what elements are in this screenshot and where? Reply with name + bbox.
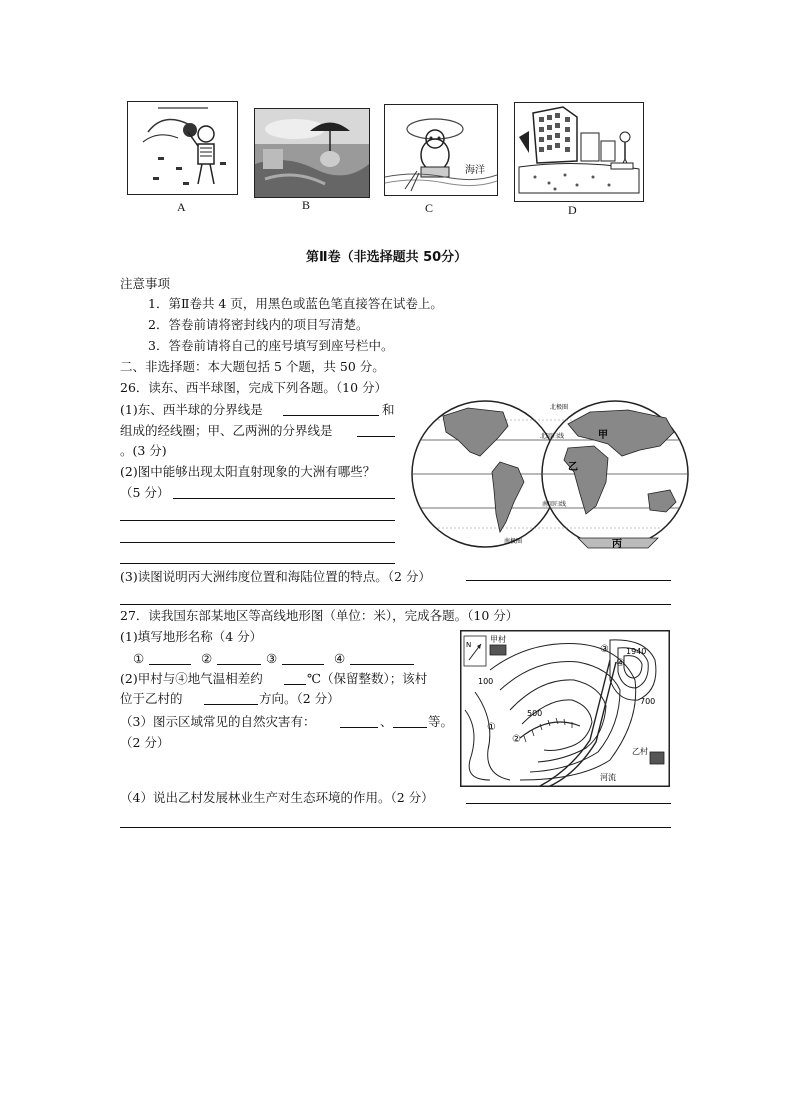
caption-a: A: [177, 200, 186, 214]
marker-4: ④: [616, 658, 625, 669]
contour-700: 700: [640, 697, 656, 706]
q27-blank-4[interactable]: [350, 664, 414, 665]
q26-p1-d: 。(3 分): [120, 443, 167, 458]
q26-p2-b: （5 分）: [120, 485, 170, 500]
picture-c: [384, 104, 498, 196]
q26-stem: 26．读东、西半球图，完成下列各题。（10 分）: [120, 380, 388, 395]
q27-p3-d: （2 分）: [120, 735, 170, 750]
q27-blank-1[interactable]: [149, 664, 191, 665]
q27-p3-c: 等。: [428, 714, 454, 729]
q27-p3-b: 、: [380, 714, 393, 729]
section-title: 第Ⅱ卷（非选择题共 50分）: [306, 250, 468, 265]
q27-p2-d: 方向。（2 分）: [259, 691, 340, 706]
map-label-bing: 丙: [612, 539, 622, 550]
map-label-jia: 甲: [598, 430, 608, 441]
q27-blank-label-4: ④: [334, 651, 346, 666]
picture-c-label: 海洋: [465, 165, 485, 176]
picture-c-illustration: [385, 105, 497, 195]
map-label-tropic-n: 北回归线: [540, 433, 565, 440]
q27-p2-b: ℃（保留整数）；该村: [307, 671, 428, 686]
q26-blank-2[interactable]: [357, 436, 395, 437]
contour-map: [460, 630, 670, 787]
contour-500: 500: [527, 709, 543, 718]
picture-d-illustration: [515, 103, 643, 201]
hemispheres-map: [408, 398, 691, 552]
q27-p2-blank-1[interactable]: [284, 684, 306, 685]
village-jia-label: 甲村: [490, 635, 506, 644]
q26-answer-line-4[interactable]: [120, 563, 395, 564]
q27-p3-a: （3）图示区域常见的自然灾害有：: [120, 714, 316, 729]
notice-heading: 注意事项: [120, 276, 171, 291]
q27-p3-blank-1[interactable]: [340, 727, 378, 728]
q27-p3-blank-2[interactable]: [393, 727, 427, 728]
river-label: 河流: [600, 773, 616, 782]
marker-2: ②: [512, 734, 521, 745]
picture-a: [127, 101, 238, 195]
marker-1: ①: [487, 722, 496, 733]
q26-p1-c: 组成的经线圈；甲、乙两洲的分界线是: [120, 423, 333, 438]
contour-100: 100: [478, 677, 494, 686]
q27-p2-blank-2[interactable]: [204, 704, 258, 705]
picture-b: [254, 108, 370, 198]
q27-stem: 27．读我国东部某地区等高线地形图（单位：米），完成各题。（10 分）: [120, 608, 519, 623]
q26-p3: (3)读图说明丙大洲纬度位置和海陆位置的特点。（2 分）: [120, 569, 431, 584]
q27-blank-2[interactable]: [217, 664, 261, 665]
q27-p4-line-1[interactable]: [466, 803, 671, 804]
q27-p4-line-2[interactable]: [120, 827, 671, 828]
caption-c: C: [425, 201, 434, 215]
caption-b: B: [302, 198, 311, 212]
village-yi-label: 乙村: [632, 747, 648, 756]
q26-answer-line-1[interactable]: [173, 498, 395, 499]
notice-item-2: 2．答卷前请将密封线内的项目写清楚。: [148, 317, 369, 332]
q26-p3-line-1[interactable]: [466, 580, 671, 581]
picture-a-illustration: [128, 102, 237, 194]
q26-answer-line-2[interactable]: [120, 520, 395, 521]
q26-blank-1[interactable]: [283, 415, 379, 416]
picture-d: [514, 102, 644, 202]
map-label-tropic-s: 南回归线: [542, 501, 567, 508]
q27-blank-label-3: ③: [266, 651, 278, 666]
map-label-arctic: 北极圈: [550, 404, 569, 411]
q26-p2-a: (2)图中能够出现太阳直射现象的大洲有哪些？: [120, 464, 376, 479]
map-label-antarctic: 南极圈: [504, 538, 523, 545]
q26-p3-line-2[interactable]: [120, 604, 671, 605]
q27-p4: （4）说出乙村发展林业生产对生态环境的作用。（2 分）: [120, 790, 434, 805]
q26-answer-line-3[interactable]: [120, 542, 395, 543]
q27-blank-label-2: ②: [201, 651, 213, 666]
notice-item-3: 3．答卷前请将自己的座号填写到座号栏中。: [148, 338, 394, 353]
north-label: N: [466, 641, 472, 649]
caption-d: D: [568, 203, 577, 217]
part-two-heading: 二、非选择题：本大题包括 5 个题，共 50 分。: [120, 359, 385, 374]
marker-3: ③: [600, 644, 609, 655]
contour-1940: 1940: [626, 647, 647, 656]
picture-b-illustration: [255, 109, 369, 197]
q27-p2-a: (2)甲村与④地气温相差约: [120, 671, 263, 686]
q27-p1: (1)填写地形名称（4 分）: [120, 629, 263, 644]
notice-item-1: 1．第Ⅱ卷共 4 页，用黑色或蓝色笔直接答在试卷上。: [148, 296, 443, 311]
q27-blank-3[interactable]: [282, 664, 324, 665]
q26-p1-b: 和: [382, 402, 395, 417]
q27-p2-c: 位于乙村的: [120, 691, 183, 706]
q27-blank-label-1: ①: [133, 651, 145, 666]
map-label-yi: 乙: [568, 462, 578, 473]
q26-p1-a: (1)东、西半球的分界线是: [120, 402, 263, 417]
